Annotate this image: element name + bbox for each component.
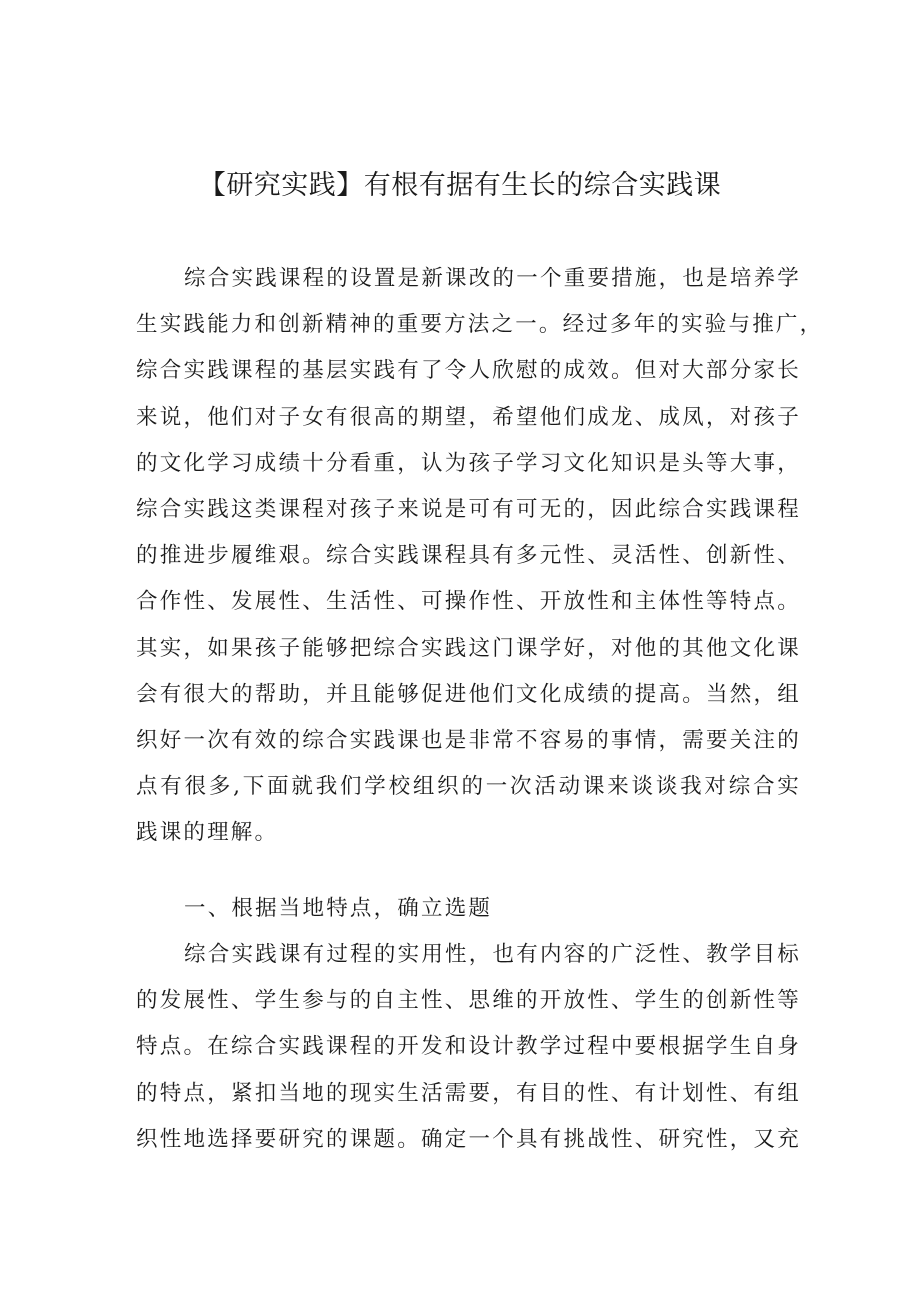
text-line: 其实，如果孩子能够把综合实践这门课学好，对他的其他文化课 [136, 635, 801, 661]
section-heading-text: 一、根据当地特点，确立选题 [184, 896, 493, 921]
text-line: 生实践能力和创新精神的重要方法之一。经过多年的实验与推广， [136, 312, 824, 338]
text-line: 点有很多,下面就我们学校组织的一次活动课来谈谈我对综合实 [136, 774, 801, 800]
text-line: 的文化学习成绩十分看重，认为孩子学习文化知识是头等大事， [136, 450, 801, 476]
text-line: 会有很大的帮助，并且能够促进他们文化成绩的提高。当然，组 [136, 681, 801, 707]
paragraph-section-1 [136, 932, 801, 1163]
text-line: 的发展性、学生参与的自主性、思维的开放性、学生的创新性等 [136, 988, 801, 1014]
text-line: 的推进步履维艰。综合实践课程具有多元性、灵活性、创新性、 [136, 543, 801, 569]
paragraph-intro [136, 256, 824, 857]
text-line: 织好一次有效的综合实践课也是非常不容易的事情，需要关注的 [136, 728, 801, 754]
text-line: 织性地选择要研究的课题。确定一个具有挑战性、研究性，又充 [136, 1126, 801, 1152]
document-title: 【研究实践】有根有据有生长的综合实践课 [198, 170, 722, 201]
text-line: 践课的理解。 [136, 820, 279, 846]
text-line: 特点。在综合实践课程的开发和设计教学过程中要根据学生自身 [136, 1034, 801, 1060]
text-line: 综合实践课程的设置是新课改的一个重要措施，也是培养学 [184, 266, 801, 291]
section-heading [136, 886, 801, 932]
text-line: 来说，他们对子女有很高的期望，希望他们成龙、成凤，对孩子 [136, 404, 801, 430]
text-line: 综合实践课程的基层实践有了令人欣慰的成效。但对大部分家长 [136, 358, 801, 384]
text-line: 综合实践这类课程对孩子来说是可有可无的，因此综合实践课程 [136, 497, 801, 523]
text-line: 的特点，紧扣当地的现实生活需要，有目的性、有计划性、有组 [136, 1080, 801, 1106]
text-line: 合作性、发展性、生活性、可操作性、开放性和主体性等特点。 [136, 589, 801, 615]
text-line: 综合实践课有过程的实用性，也有内容的广泛性、教学目标 [184, 942, 801, 967]
